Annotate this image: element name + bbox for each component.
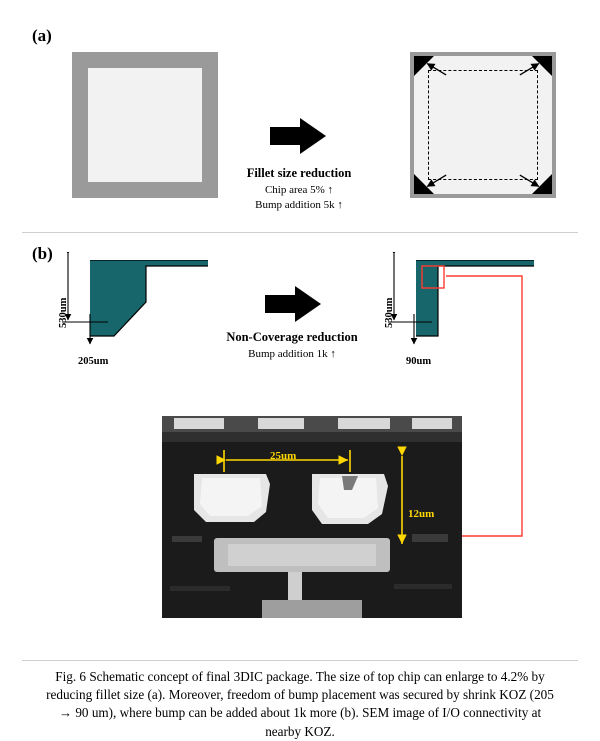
panel-b-annotation [202, 330, 382, 360]
arrow-shaft [270, 127, 304, 145]
panel-b-label: (b) [32, 244, 53, 263]
process-arrow-b [265, 286, 321, 322]
chip-before-fillet-reduction [72, 52, 218, 198]
arrow-head [300, 118, 326, 154]
panel-a-annotation [237, 166, 361, 211]
figure-caption: Fig. 6 Schematic concept of final 3DIC package. The size of top chip can enlarge to 4.2% by reducing fillet size (a). Moreover, freedom of bump placement was secured by shrink KOZ (205 → 90 um), where bump can be added about 1k more (b). SEM image of I/O connectivity at nearby KOZ. [46, 669, 554, 739]
sem-vertical-dim: 12um [408, 508, 435, 520]
arrow-head [295, 286, 321, 322]
panel-divider-top [22, 232, 578, 233]
koz-after-horizontal-dim: 90um [406, 356, 432, 367]
fillet-size-reduction-label: Fillet size reduction [246, 166, 352, 180]
koz-before-horizontal-dim: 205um [78, 356, 109, 367]
koz-before-vertical-dim: 530um [58, 297, 69, 328]
koz-after-vertical-dim: 530um [384, 297, 395, 328]
bump-addition-1k-label: Bump addition 1k ↑ [248, 348, 336, 360]
sem-image [162, 416, 462, 618]
process-arrow-a [270, 118, 326, 154]
arrow-shaft [265, 295, 299, 313]
panel-divider-bottom [22, 660, 578, 661]
panel-b [22, 238, 578, 656]
panel-a [22, 20, 578, 228]
dashed-expansion-outline [428, 70, 538, 180]
sem-horizontal-dim: 25um [270, 450, 297, 462]
non-coverage-reduction-label: Non-Coverage reduction [226, 330, 358, 344]
bump-addition-5k-label: Bump addition 5k ↑ [255, 199, 343, 211]
chip-after-fillet-reduction [410, 52, 556, 198]
chip-area-gain-label: Chip area 5% ↑ [264, 184, 334, 196]
panel-a-label: (a) [32, 26, 52, 45]
